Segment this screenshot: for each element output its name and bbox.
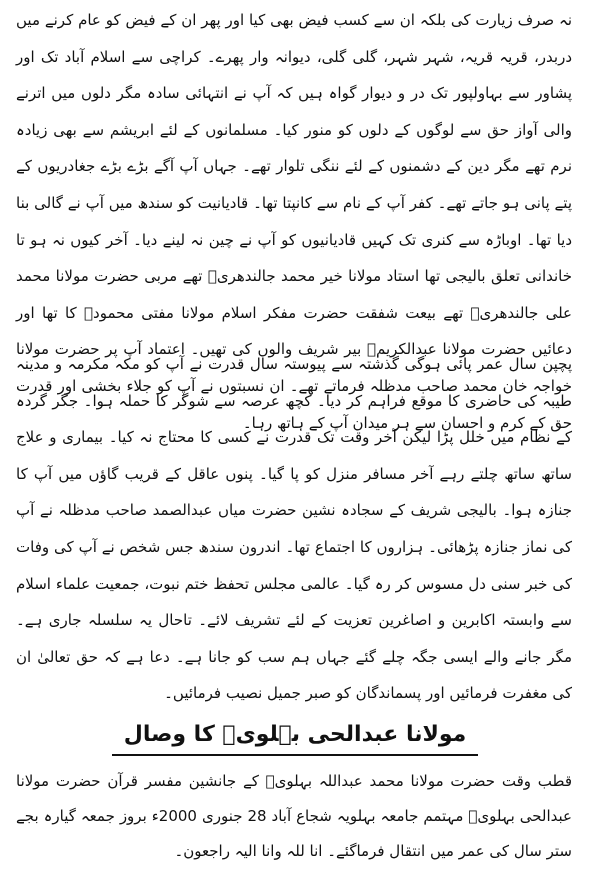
section-heading: مولانا عبدالحی بہلویؒ کا وصال — [112, 718, 479, 756]
heading-underline — [192, 755, 398, 756]
closing-paragraph: قطب وقت حضرت مولانا محمد عبداللہ بہلویؒ کے جانشین مفسر قرآن حضرت مولانا عبدالحی بہلویؒ مہتمم جامعہ بہلویہ شجاع آباد 28 جنوری 2000ء بروز جمعہ گیارہ بجے ستر سال کی عمر میں انتقال فرماگئے۔ انا للہ وانا الیہ راجعون۔ — [16, 772, 573, 860]
body-paragraph: نہ صرف زیارت کی بلکہ ان سے کسب فیض بھی کیا اور پھر ان کے فیض کو عام کرنے میں دربدر، قریہ قریہ، شہر شہر، گلی گلی، دیوانہ وار پھرے۔ کراچی سے اسلام آباد تک اور پشاور سے بہاولپور تک در و دیوار گواہ ہیں کہ آپ نے انتہائی سادہ مگر دلوں میں اترنے والی آواز حق سے لوگوں کے دلوں کو منور کیا۔ مسلمانوں کے لئے ابریشم سے بھی زیادہ نرم تھے مگر دین کے دشمنوں کے لئے ننگی تلوار تھے۔ جہاں آپ آگے بڑے بڑے جغادریوں کے پتے پانی ہو جاتے تھے۔ کفر آپ کے نام سے کانپتا تھا۔ قادیانیت کو سندھ میں آپ نے گالی بنا دیا تھا۔ اوباڑہ سے کنری تک کہیں قادیانیوں کو آپ نے چین نہ لینے دیا۔ آخر کیوں نہ ہو تا خاندانی تعلق بالیجی تھا استاد مولانا خیر محمد جالندھریؒ تھے مربی حضرت مولانا محمد علی جالندھریؒ تھے بیعت شفقت حضرت مفکر اسلام مولانا مفتی محمودؒ کا تھا اور دعائیں حضرت مولانا عبدالکریمؒ بیر شریف والوں کی تھیں۔ اعتماد آپ پر حضرت مولانا خواجہ خان محمد صاحب مدظلہ فرماتے تھے۔ ان نسبتوں نے آپ کو جلاء بخشی اور قدرت حق کے کرم و احسان سے ہر میدان آپ کے ہاتھ رہا۔ — [16, 11, 572, 432]
body-paragraph: پچپن سال عمر پائی ہوگی گذشتہ سے پیوستہ سال قدرت نے آپ کو مکہ مکرمہ و مدینہ طیبہ کی حاضری کا موقع فراہم کر دیا۔ کچھ عرصہ سے شوگر کا حملہ ہوا۔ جگر گردہ کے نظام میں خلل پڑا لیکن آخر وقت تک قدرت نے کسی کا محتاج نہ کیا۔ بیماری و علاج ساتھ ساتھ چلتے رہے آخر مسافر منزل کو پا گیا۔ پنوں عاقل کے قریب گاؤں میں آپ کا جنازہ ہوا۔ بالیجی شریف کے سجادہ نشین حضرت میاں عبدالصمد صاحب مدظلہ نے آپ کی نماز جنازہ پڑھائی۔ ہزاروں کا اجتماع تھا۔ اندرون سندھ جس شخص نے آپ کی وفات کی خبر سنی دل مسوس کر رہ گیا۔ عالمی مجلس تحفظ ختم نبوت، جمعیت علماء اسلام سے وابستہ اکابرین و اصاغرین تعزیت کے لئے تشریف لائے۔ تاحال یہ سلسلہ جاری ہے۔ مگر جانے والے ایسی جگہ چلے گئے جہاں ہم سب کو جانا ہے۔ دعا ہے کہ حق تعالیٰ ان کی مغفرت فرمائیں اور پسماندگان کو صبر جمیل نصیب فرمائیں۔ — [16, 355, 572, 703]
section-heading-container — [0, 718, 590, 760]
